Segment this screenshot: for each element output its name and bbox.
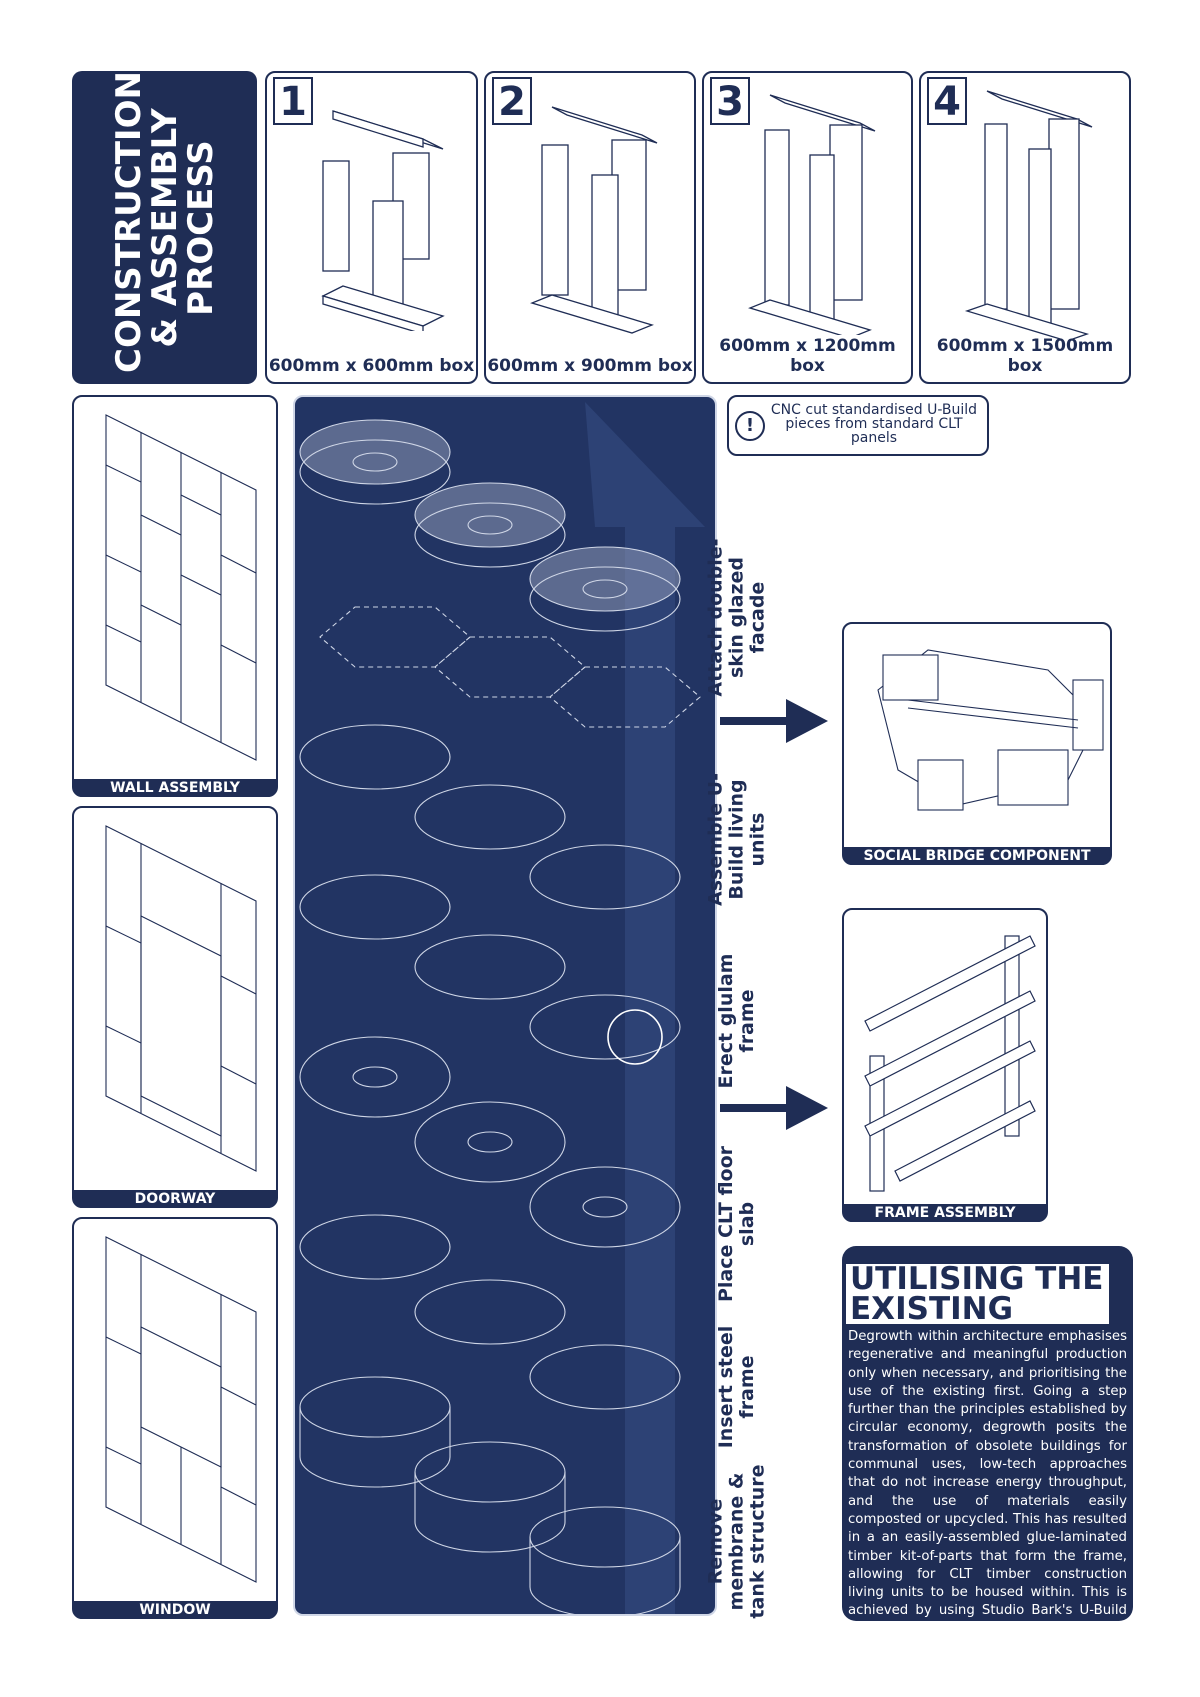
step-box-3 [702,71,913,384]
step-number: 2 [492,77,532,125]
title-panel [72,71,257,384]
doorway-panel [72,806,278,1208]
social-bridge-drawing [848,630,1108,840]
process-step-label: Insert steel frame [715,1325,758,1449]
step-caption: 600mm x 900mm box [487,356,693,376]
cnc-note [727,395,989,456]
doorway-label: DOORWAY [74,1190,276,1208]
step-caption: 600mm x 600mm box [268,356,475,376]
step-box-1 [265,71,478,384]
wall-assembly-drawing [86,405,266,765]
doorway-drawing [86,816,266,1176]
step-caption: 600mm x 1200mm box [719,336,896,376]
utilising-heading [846,1261,1109,1327]
frame-assembly-panel [842,908,1048,1222]
box-exploded-600-icon [273,91,473,331]
page-title: CONSTRUCTION & ASSEMBLY PROCESS [108,70,221,373]
wall-assembly-label: WALL ASSEMBLY [74,779,276,797]
arrow-to-frame-assembly-icon [720,1084,830,1134]
process-drawing [295,397,715,1614]
utilising-existing-panel [842,1246,1133,1656]
frame-assembly-label: FRAME ASSEMBLY [844,1204,1046,1222]
window-label: WINDOW [74,1601,276,1619]
process-step-label: Assemble U-Build living units [704,773,769,906]
process-step-label: Place CLT floor slab [715,1145,758,1303]
exploded-process-diagram [293,395,717,1616]
step-number: 1 [273,77,313,125]
utilising-heading-line1: UTILISING THE [850,1261,1104,1297]
window-panel [72,1217,278,1619]
utilising-heading-line2: EXISTING [850,1291,1014,1327]
step-box-2 [484,71,696,384]
step-number: 4 [927,77,967,125]
utilising-body: Degrowth within architecture emphasises regenerative and meaningful production only when necessary, and prioritising the use of the existing first. Going a step further than the principles established by circular economy, degrowth posits the transformation of obsolete buildings for communal uses, low-tech approaches that do not increase energy throughput, and the use of materials easily composted or upcycled. This has resulted in a an easily-assembled glue-laminated timber kit-of-parts that form the frame, allowing for CLT timber construction living units to be housed within. This is achieved by using Studio Bark's U-Build system, providing an easy self-build solution for this project. [848,1329,1127,1656]
frame-assembly-drawing [850,916,1040,1196]
box-exploded-1200-icon [710,85,910,335]
arrow-to-social-bridge-icon [720,697,830,747]
social-bridge-label: SOCIAL BRIDGE COMPONENT [844,847,1110,865]
wall-assembly-panel [72,395,278,797]
social-bridge-panel [842,622,1112,865]
process-step-label: Attach double-skin glazed facade [704,538,769,697]
exclamation-icon: ! [735,411,765,441]
process-step-label: Remove membrane & tank structure [704,1464,769,1619]
window-drawing [86,1227,266,1587]
box-exploded-1500-icon [927,79,1127,339]
step-box-4 [919,71,1131,384]
process-step-label: Erect glulam frame [715,953,758,1089]
box-exploded-900-icon [492,85,692,335]
step-caption: 600mm x 1500mm box [936,336,1114,376]
cnc-note-text: CNC cut standardised U-Build pieces from standard CLT panels [770,402,978,446]
step-number: 3 [710,77,750,125]
